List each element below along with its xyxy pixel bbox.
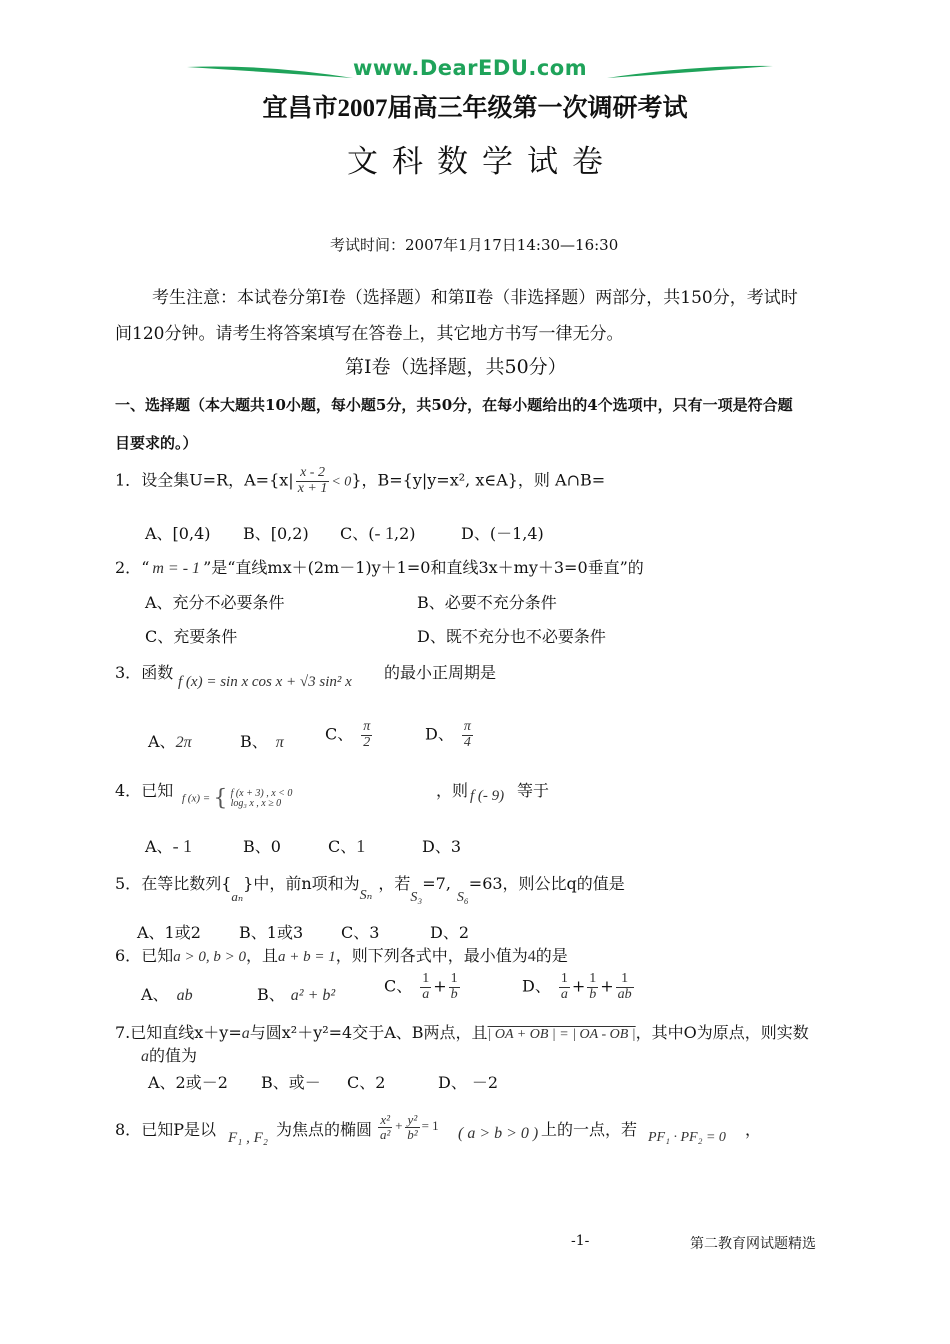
q1-option-a[interactable]: A、[0,4): [145, 524, 211, 543]
q6-cond-1: a > 0, b > 0: [173, 949, 246, 965]
q1-stem-pre: 设全集U=R，A={x|: [141, 470, 294, 490]
q5-s6: S₆: [456, 890, 469, 905]
q8-text-3: 上的一点，若: [541, 1120, 638, 1139]
q6-option-c[interactable]: C、 $\frac{1}{a}$ + $\frac{1}{b}$: [384, 971, 458, 1002]
q6-option-b[interactable]: [257, 982, 335, 1005]
q1-number: 1．: [115, 470, 142, 490]
site-name[interactable]: www.DearEDU.com: [353, 56, 588, 80]
q3-option-c-den: 2: [363, 734, 371, 750]
q4-target: f (- 9): [470, 788, 505, 804]
q4-option-d[interactable]: D、3: [422, 837, 462, 856]
q4-stem-pre: 已知: [141, 781, 174, 800]
q3-option-d-num: π: [463, 719, 471, 734]
q6-d-d1: a: [560, 986, 568, 1002]
q1-frac-den: x + 1: [297, 480, 328, 496]
q6-value: 4: [527, 948, 536, 965]
q5-text-3: ，若: [378, 874, 411, 893]
q5-s3: S₃: [410, 890, 423, 905]
q8-x-den: a²: [380, 1126, 391, 1142]
q6-c-d2: b: [450, 986, 458, 1002]
q6-option-d-frac-2: [587, 972, 598, 1002]
exam-subtitle: 文科数学试卷: [347, 144, 617, 180]
q6-text-3: ，则下列各式中，最小值为: [335, 946, 528, 965]
q6-cond-2: a + b = 1: [277, 949, 336, 965]
q7-line2-text: 的值为: [149, 1046, 198, 1065]
banner-swoosh-right: [605, 62, 775, 82]
q4-option-a[interactable]: [145, 834, 192, 857]
q6-option-d-frac-3: [616, 972, 634, 1002]
q6-option-c-frac-2: [449, 972, 460, 1002]
q1-option-c-pre: C、(: [340, 524, 375, 543]
question-7-line-2: [141, 1043, 197, 1066]
q1-option-d[interactable]: D、(－1,4): [461, 524, 544, 543]
q3-option-d-frac: [462, 720, 473, 750]
q5-option-a[interactable]: A、1或2: [137, 923, 201, 942]
q8-y-num: y²: [405, 1113, 419, 1128]
q6-c-n2: 1: [450, 971, 458, 986]
q6-option-a-label: A、: [141, 985, 169, 1004]
q4-stem-post: 等于: [517, 781, 550, 800]
q3-option-a[interactable]: [148, 729, 192, 752]
q7-vector-equation: | OA + OB | = | OA - OB |: [487, 1027, 636, 1042]
q7-option-d[interactable]: D、 －2: [438, 1073, 499, 1092]
q7-option-a[interactable]: A、2或－2: [148, 1073, 228, 1092]
question-1: [115, 466, 605, 496]
q5-text-4: =7,: [422, 874, 451, 893]
q4-option-c[interactable]: [328, 834, 365, 857]
q6-option-a[interactable]: [141, 982, 193, 1005]
q5-number: 5．: [115, 874, 142, 893]
q6-d-d2: b: [589, 986, 597, 1002]
q6-c-n1: 1: [422, 971, 430, 986]
q8-foci: F₁ , F₂: [228, 1130, 269, 1146]
question-3-stem: [115, 660, 173, 683]
q6-option-c-frac-1: [420, 972, 431, 1002]
q4-lhs: f (x) =: [182, 792, 211, 805]
q3-option-d[interactable]: [425, 720, 475, 750]
q2-number: 2．: [115, 558, 142, 577]
q4-mid: ，则: [436, 781, 469, 800]
page-number: -1-: [571, 1233, 590, 1249]
exam-title: 宜昌市2007届高三年级第一次调研考试: [262, 95, 688, 122]
q1-option-c-post: ,2): [394, 524, 416, 543]
q1-option-c[interactable]: [340, 521, 416, 544]
q4-case-1: f (x + 3) , x < 0: [230, 787, 293, 799]
q6-d-n1: 1: [560, 971, 568, 986]
q6-text-1: 已知: [141, 946, 174, 965]
q8-condition: ( a > b > 0 ): [458, 1125, 539, 1142]
section1-heading-1: 一、选择题（本大题共10小题，每小题5分，共50分，在每小题给出的4个选项中，只有一项是符合题: [115, 396, 793, 414]
q2-option-c[interactable]: C、充要条件: [145, 627, 238, 646]
q6-number: 6．: [115, 946, 142, 965]
q2-open-quote: “: [141, 558, 150, 577]
site-banner: [185, 56, 775, 88]
q5-sn: Sₙ: [359, 888, 373, 903]
q4-option-c-label: C、: [328, 837, 357, 856]
q5-an: aₙ: [231, 889, 244, 904]
q5-option-c[interactable]: C、3: [341, 923, 380, 942]
q3-option-a-math: 2π: [175, 734, 192, 751]
banner-swoosh-left: [185, 62, 355, 82]
q5-text-1: 在等比数列{: [141, 874, 232, 893]
q4-option-a-label: A、: [145, 837, 173, 856]
q2-option-a[interactable]: A、充分不必要条件: [145, 593, 285, 612]
q6-c-d1: a: [422, 986, 430, 1002]
q8-text-2: 为焦点的椭圆: [276, 1120, 373, 1139]
q3-option-c-frac: [361, 720, 372, 750]
q6-option-d-label: D、: [522, 976, 551, 996]
question-2: [115, 555, 644, 578]
q4-brace: {: [213, 786, 228, 811]
q3-option-b-label: B、: [240, 732, 268, 751]
q3-option-b-math: π: [275, 734, 284, 751]
q6-option-b-label: B、: [257, 985, 285, 1004]
q1-frac-num: x - 2: [296, 466, 330, 482]
q6-option-d-frac-1: [559, 972, 570, 1002]
q7-text-1: 已知直线x＋y=: [130, 1023, 242, 1042]
q4-case-2: log₃ x , x ≥ 0: [230, 797, 282, 809]
q6-d-n2: 1: [589, 971, 597, 986]
q4-cases: [231, 789, 293, 809]
q7-text-3: ，其中O为原点，则实数: [635, 1023, 809, 1042]
q1-stem-post: }，B={y|y=x², x∈A}，则 A∩B=: [351, 470, 606, 490]
q7-number: 7.: [115, 1023, 131, 1042]
q4-piecewise: [182, 786, 292, 811]
q8-frac-x: [378, 1113, 392, 1141]
question-6: [115, 943, 568, 966]
q5-option-b[interactable]: B、1或3: [239, 923, 304, 942]
q4-option-a-math: - 1: [172, 836, 193, 856]
q3-option-c[interactable]: [325, 720, 374, 750]
q7-option-c[interactable]: C、2: [347, 1073, 386, 1092]
q7-option-b[interactable]: B、或－: [261, 1073, 321, 1092]
q3-stem-post: 的最小正周期是: [384, 663, 497, 682]
question-4-stem: [115, 778, 173, 801]
q4-option-c-math: 1: [356, 836, 366, 856]
q2-option-d[interactable]: D、既不充分也不必要条件: [417, 627, 606, 646]
notice-line-2: 间120分钟。请考生将答案填写在答卷上，其它地方书写一律无分。: [115, 324, 624, 344]
q8-y-den: b²: [407, 1126, 418, 1142]
q4-number: 4．: [115, 781, 142, 800]
q8-eq1: = 1: [421, 1118, 439, 1134]
q3-stem-pre: 函数: [141, 663, 174, 682]
q8-number: 8．: [115, 1120, 142, 1139]
q3-option-c-num: π: [363, 719, 371, 734]
q7-a: a: [241, 1025, 250, 1042]
q6-option-a-math: ab: [176, 987, 193, 1004]
q8-text-4: ，: [745, 1120, 762, 1139]
q6-option-d[interactable]: D、 $\frac{1}{a}$ + $\frac{1}{b}$ + $\frac{1}{ab}$: [522, 971, 632, 1002]
q3-option-a-label: A、: [148, 732, 176, 751]
q3-option-d-label: D、: [425, 724, 454, 744]
q6-text-4: 的是: [535, 946, 568, 965]
question-7: [115, 1020, 809, 1043]
part1-title: 第Ⅰ卷（选择题，共50分）: [345, 356, 567, 378]
q5-text-2: }中，前n项和为: [243, 874, 360, 893]
notice-line-1: 考生注意：本试卷分第Ⅰ卷（选择题）和第Ⅱ卷（非选择题）两部分，共150分，考试时: [152, 288, 798, 308]
q7-line2-math: a: [141, 1048, 149, 1065]
q3-option-c-label: C、: [325, 724, 354, 744]
q6-d-n3: 1: [616, 972, 634, 988]
q5-text-5: =63，则公比q的值是: [468, 874, 625, 893]
footer-source: 第二教育网试题精选: [690, 1236, 816, 1252]
q8-frac-y: [405, 1113, 419, 1141]
q1-option-c-math: - 1: [374, 523, 394, 543]
q1-option-b[interactable]: B、[0,2): [243, 524, 309, 543]
question-5: [115, 871, 625, 905]
q2-option-b[interactable]: B、必要不充分条件: [417, 593, 557, 612]
q2-stem: ”是“直线mx＋(2m－1)y＋1=0和直线3x＋my＋3=0垂直”的: [203, 558, 644, 577]
q8-text-1: 已知P是以: [141, 1120, 216, 1139]
exam-time: 考试时间：2007年1月17日14:30—16:30: [330, 236, 619, 254]
q8-ellipse: $\frac{\text{x²}}{\text{a²}}$ + $\frac{\text{y²}}{\text{b²}}$ = 1: [380, 1112, 439, 1142]
q6-text-2: ，且: [245, 946, 278, 965]
question-8: [115, 1117, 216, 1140]
q5-option-d[interactable]: D、2: [430, 923, 470, 942]
section1-heading-2: 目要求的。）: [115, 434, 198, 452]
q8-dot-product: PF₁ · PF₂ = 0: [648, 1130, 726, 1145]
q3-option-d-den: 4: [463, 734, 471, 750]
q3-option-b[interactable]: [240, 729, 284, 752]
q2-math: m = - 1: [152, 560, 201, 577]
q1-fraction: [296, 466, 330, 496]
q6-option-c-label: C、: [384, 976, 413, 996]
q1-ineq: < 0: [331, 474, 352, 490]
q8-x-num: x²: [378, 1113, 392, 1128]
q6-option-b-math: a² + b²: [290, 987, 336, 1004]
q3-number: 3．: [115, 663, 142, 682]
q3-formula: f (x) = sin x cos x + √3 sin² x: [178, 674, 352, 690]
q4-option-b[interactable]: B、0: [243, 837, 281, 856]
q7-text-2: 与圆x²＋y²=4交于A、B两点，且: [249, 1023, 488, 1042]
q6-d-d3: ab: [617, 986, 632, 1002]
